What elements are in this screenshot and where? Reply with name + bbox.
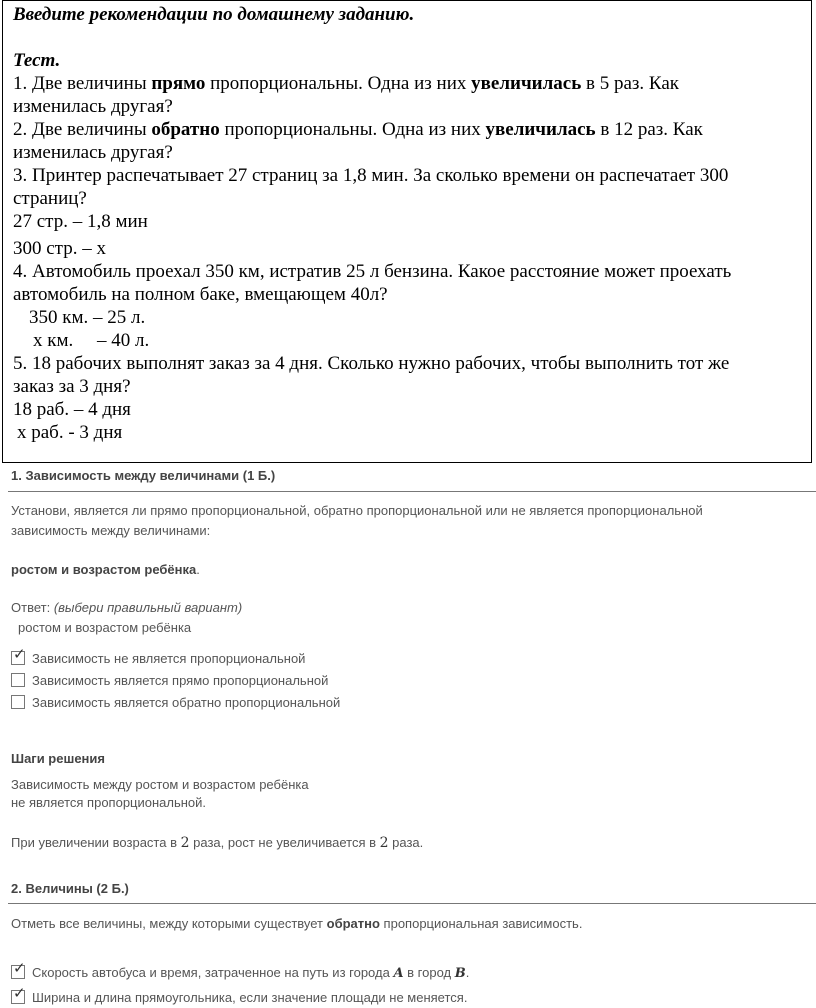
checkbox-checked[interactable] xyxy=(11,960,26,979)
task-1-option-2[interactable]: Зависимость является прямо пропорциональной xyxy=(11,673,328,688)
task-2-option-1[interactable]: ✓ Скорость автобуса и время, затраченное на путь из города A в город B. xyxy=(13,960,470,981)
question-4: 4. Автомобиль проехал 350 км, истратив 25 л бензина. Какое расстояние может проехать xyxy=(13,261,732,282)
task-1-divider xyxy=(8,491,816,492)
task-1-steps-line-1: Зависимость между ростом и возрастом ребёнка xyxy=(11,777,309,792)
task-1-prompt-line-1: Установи, является ли прямо пропорциональной, обратно пропорциональной или не является пропорциональной xyxy=(11,503,703,518)
question-2-cont: изменилась другая? xyxy=(13,142,173,163)
task-1-steps-title: Шаги решения xyxy=(11,751,105,766)
question-5-data-1: 18 раб. – 4 дня xyxy=(13,399,131,420)
question-4-data-1: 350 км. – 25 л. xyxy=(29,307,146,328)
checkbox-checked[interactable] xyxy=(11,985,26,1004)
question-5-cont: заказ за 3 дня? xyxy=(13,376,131,397)
task-1-answer-subject: ростом и возрастом ребёнка xyxy=(18,620,192,635)
checkbox-unchecked[interactable] xyxy=(11,673,25,687)
homework-heading: Введите рекомендации по домашнему заданию. xyxy=(13,4,415,25)
homework-box xyxy=(2,0,812,463)
test-label: Тест. xyxy=(13,50,61,71)
check-icon: ✓ xyxy=(13,646,26,663)
checkbox-checked[interactable] xyxy=(11,646,26,665)
question-4-cont: автомобиль на полном баке, вмещающем 40л? xyxy=(13,284,388,305)
task-1-option-3[interactable]: Зависимость является обратно пропорциональной xyxy=(11,695,340,710)
question-1-cont: изменилась другая? xyxy=(13,96,173,117)
task-1-prompt-line-2: зависимость между величинами: xyxy=(11,523,211,538)
task-2-title: 2. Величины (2 Б.) xyxy=(11,881,129,896)
task-1-option-1[interactable]: ✓ Зависимость не является пропорциональной xyxy=(13,646,306,666)
task-1-answer-label: Ответ: (выбери правильный вариант) xyxy=(11,600,243,615)
task-1-subject: ростом и возрастом ребёнка. xyxy=(11,562,200,577)
question-1: 1. Две величины прямо пропорциональны. Одна из них увеличилась в 5 раз. Как xyxy=(13,73,679,94)
task-2-divider xyxy=(8,903,816,904)
question-5-data-2: х раб. - 3 дня xyxy=(17,422,123,443)
question-4-data-2: х км. – 40 л. xyxy=(33,330,150,351)
question-3: 3. Принтер распечатывает 27 страниц за 1,8 мин. За сколько времени он распечатает 300 xyxy=(13,165,729,186)
task-2-option-2[interactable]: ✓ Ширина и длина прямоугольника, если значение площади не меняется. xyxy=(13,985,468,1005)
task-1-steps-line-3: При увеличении возраста в 2 раза, рост не увеличивается в 2 раза. xyxy=(11,835,424,851)
question-2: 2. Две величины обратно пропорциональны. Одна из них увеличилась в 12 раз. Как xyxy=(13,119,703,140)
question-3-data-1: 27 стр. – 1,8 мин xyxy=(13,211,148,232)
question-3-data-2: 300 стр. – х xyxy=(13,238,106,259)
task-2-prompt: Отметь все величины, между которыми существует обратно пропорциональная зависимость. xyxy=(11,916,583,931)
check-icon: ✓ xyxy=(13,960,26,977)
question-3-cont: страниц? xyxy=(13,188,87,209)
check-icon: ✓ xyxy=(13,985,26,1002)
task-1-steps-line-2: не является пропорциональной. xyxy=(11,795,207,810)
checkbox-unchecked[interactable] xyxy=(11,695,25,709)
question-5: 5. 18 рабочих выполнят заказ за 4 дня. Сколько нужно рабочих, чтобы выполнить тот же xyxy=(13,353,730,374)
task-1-title: 1. Зависимость между величинами (1 Б.) xyxy=(11,468,276,483)
